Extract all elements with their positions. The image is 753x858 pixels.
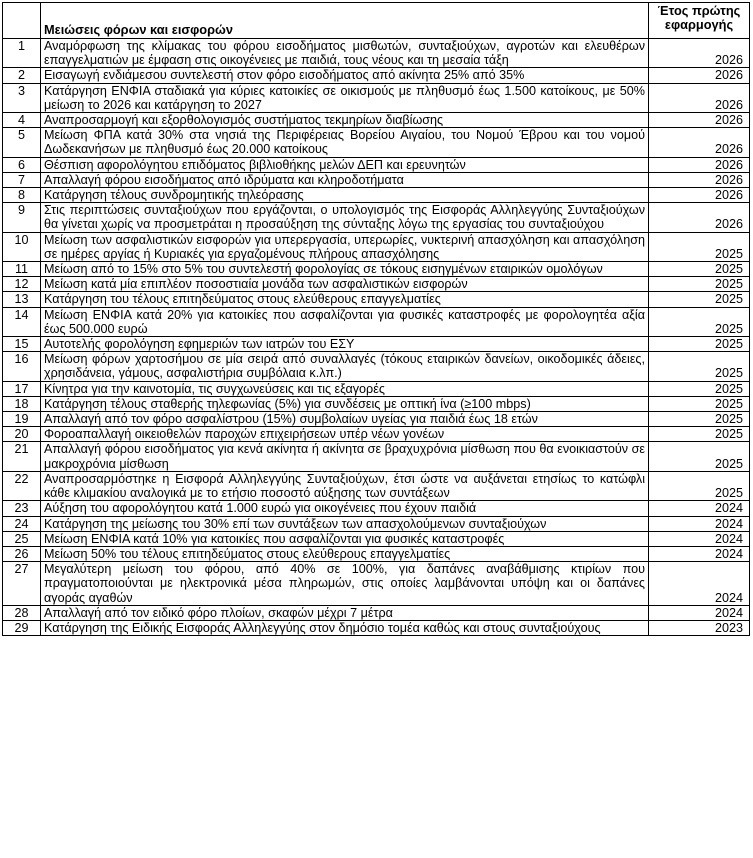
row-year-cell: 2025 — [649, 442, 750, 471]
row-year-cell: 2024 — [649, 546, 750, 561]
table-body — [3, 39, 750, 636]
row-number-cell: 3 — [3, 83, 41, 112]
row-year-cell: 2026 — [649, 68, 750, 83]
row-description-cell: Κατάργηση ΕΝΦΙΑ σταδιακά για κύριες κατοικίες σε οικισμούς με πληθυσμό έως 1.500 κατοίκους, με 50% μείωση το 2026 και κατάργηση το 2027 — [41, 83, 649, 112]
table-row — [3, 68, 750, 83]
tax-reductions-table — [2, 2, 750, 636]
row-year-cell: 2026 — [649, 83, 750, 112]
row-description-cell: Αυτοτελής φορολόγηση εφημεριών των ιατρών του ΕΣΥ — [41, 337, 649, 352]
row-year-cell: 2026 — [649, 128, 750, 157]
table-row — [3, 157, 750, 172]
row-year-cell: 2025 — [649, 471, 750, 500]
row-year-cell: 2026 — [649, 188, 750, 203]
table-row — [3, 128, 750, 157]
row-description-cell: Κατάργηση της Ειδικής Εισφοράς Αλληλεγγύης στον δημόσιο τομέα καθώς και στους συνταξιούχους — [41, 620, 649, 635]
table-row — [3, 516, 750, 531]
table-row — [3, 381, 750, 396]
row-year-cell: 2024 — [649, 501, 750, 516]
row-description-cell: Αύξηση του αφορολόγητου κατά 1.000 ευρώ για οικογένειες που έχουν παιδιά — [41, 501, 649, 516]
row-number-cell: 28 — [3, 605, 41, 620]
row-number-cell: 8 — [3, 188, 41, 203]
row-number-cell: 15 — [3, 337, 41, 352]
table-row — [3, 172, 750, 187]
row-year-cell: 2026 — [649, 113, 750, 128]
row-description-cell: Αναμόρφωση της κλίμακας του φόρου εισοδήματος μισθωτών, συνταξιούχων, αγροτών και ελευθέρων επαγγελματιών με έμφαση στις οικογένειες με παιδιά, τους νέους και τη μεσαία τάξη — [41, 39, 649, 68]
row-number-cell: 23 — [3, 501, 41, 516]
table-row — [3, 471, 750, 500]
table-row — [3, 442, 750, 471]
row-description-cell: Απαλλαγή φόρου εισοδήματος από ιδρύματα και κληροδοτήματα — [41, 172, 649, 187]
row-number-cell: 26 — [3, 546, 41, 561]
row-number-cell: 10 — [3, 232, 41, 261]
row-description-cell: Απαλλαγή από τον φόρο ασφαλίστρου (15%) συμβολαίων υγείας για παιδιά έως 18 ετών — [41, 412, 649, 427]
row-year-cell: 2025 — [649, 232, 750, 261]
row-year-cell: 2025 — [649, 396, 750, 411]
row-description-cell: Κατάργηση της μείωσης του 30% επί των συντάξεων των απασχολούμενων συνταξιούχων — [41, 516, 649, 531]
table-row — [3, 620, 750, 635]
row-year-cell: 2025 — [649, 277, 750, 292]
row-number-cell: 14 — [3, 307, 41, 336]
row-year-cell: 2025 — [649, 427, 750, 442]
row-year-cell: 2024 — [649, 516, 750, 531]
row-year-cell: 2026 — [649, 172, 750, 187]
table-row — [3, 292, 750, 307]
table-row — [3, 412, 750, 427]
row-description-cell: Θέσπιση αφορολόγητου επιδόματος βιβλιοθήκης μελών ΔΕΠ και ερευνητών — [41, 157, 649, 172]
row-description-cell: Μείωση κατά μία επιπλέον ποσοστιαία μονάδα των ασφαλιστικών εισφορών — [41, 277, 649, 292]
row-description-cell: Απαλλαγή από τον ειδικό φόρο πλοίων, σκαφών μέχρι 7 μέτρα — [41, 605, 649, 620]
table-row — [3, 203, 750, 232]
row-number-cell: 12 — [3, 277, 41, 292]
row-number-cell: 19 — [3, 412, 41, 427]
row-number-cell: 4 — [3, 113, 41, 128]
row-description-cell: Αναπροσαρμογή και εξορθολογισμός συστήματος τεκμηρίων διαβίωσης — [41, 113, 649, 128]
header-number-cell — [3, 3, 41, 39]
row-year-cell: 2025 — [649, 337, 750, 352]
row-description-cell: Αναπροσαρμόστηκε η Εισφορά Αλληλεγγύης Συνταξιούχων, έτσι ώστε να αυξάνεται ετησίως το κατώφλι κάθε κλιμακίου αναλογικά με το ετήσιο ποσοστό αύξησης των συντάξεων — [41, 471, 649, 500]
row-number-cell: 24 — [3, 516, 41, 531]
table-row — [3, 232, 750, 261]
row-number-cell: 25 — [3, 531, 41, 546]
row-description-cell: Απαλλαγή φόρου εισοδήματος για κενά ακίνητα ή ακίνητα σε βραχυχρόνια μίσθωση που θα ενοικιαστούν σε μακροχρόνια μίσθωση — [41, 442, 649, 471]
table-row — [3, 605, 750, 620]
table-row — [3, 188, 750, 203]
row-year-cell: 2024 — [649, 562, 750, 606]
row-description-cell: Μείωση 50% του τέλους επιτηδεύματος στους ελεύθερους επαγγελματίες — [41, 546, 649, 561]
row-year-cell: 2024 — [649, 605, 750, 620]
table-row — [3, 277, 750, 292]
row-year-cell: 2026 — [649, 39, 750, 68]
table-row — [3, 501, 750, 516]
table-header-row — [3, 3, 750, 39]
row-year-cell: 2025 — [649, 412, 750, 427]
row-number-cell: 21 — [3, 442, 41, 471]
table-row — [3, 262, 750, 277]
row-description-cell: Κατάργηση του τέλους επιτηδεύματος στους ελεύθερους επαγγελματίες — [41, 292, 649, 307]
table-row — [3, 546, 750, 561]
row-description-cell: Μείωση των ασφαλιστικών εισφορών για υπερεργασία, υπερωρίες, νυκτερινή απασχόληση και απασχόληση σε ημέρες αργίας ή Κυριακές για εργαζομένους πλήρους απασχόλησης — [41, 232, 649, 261]
row-number-cell: 5 — [3, 128, 41, 157]
header-year-line1: Έτος πρώτης — [657, 3, 741, 18]
row-number-cell: 11 — [3, 262, 41, 277]
header-year-cell — [649, 3, 750, 39]
table-row — [3, 427, 750, 442]
row-description-cell: Κατάργηση τέλους συνδρομητικής τηλεόρασης — [41, 188, 649, 203]
row-year-cell: 2025 — [649, 292, 750, 307]
row-description-cell: Μείωση από το 15% στο 5% του συντελεστή φορολογίας σε τόκους εισηγμένων εταιρικών ομολόγων — [41, 262, 649, 277]
row-number-cell: 16 — [3, 352, 41, 381]
header-title-cell: Μειώσεις φόρων και εισφορών — [41, 3, 649, 39]
row-number-cell: 29 — [3, 620, 41, 635]
row-year-cell: 2025 — [649, 307, 750, 336]
row-year-cell: 2026 — [649, 203, 750, 232]
row-number-cell: 2 — [3, 68, 41, 83]
row-description-cell: Μεγαλύτερη μείωση του φόρου, από 40% σε 100%, για δαπάνες αναβάθμισης κτιρίων που πραγματοποιούνται με ηλεκτρονικά μέσα πληρωμών, στις οποίες λαμβάνονται υπόψη και οι δαπάνες αγοράς αγαθών — [41, 562, 649, 606]
table-row — [3, 113, 750, 128]
row-description-cell: Μείωση ΕΝΦΙΑ κατά 10% για κατοικίες που ασφαλίζονται για φυσικές καταστροφές — [41, 531, 649, 546]
row-number-cell: 18 — [3, 396, 41, 411]
row-description-cell: Μείωση ΦΠΑ κατά 30% στα νησιά της Περιφέρειας Βορείου Αιγαίου, του Νομού Έβρου και του νομού Δωδεκανήσων με πληθυσμό έως 20.000 κατοίκους — [41, 128, 649, 157]
table-row — [3, 396, 750, 411]
row-number-cell: 27 — [3, 562, 41, 606]
row-number-cell: 20 — [3, 427, 41, 442]
row-number-cell: 7 — [3, 172, 41, 187]
table-row — [3, 352, 750, 381]
table-row — [3, 39, 750, 68]
row-description-cell: Εισαγωγή ενδιάμεσου συντελεστή στον φόρο εισοδήματος από ακίνητα 25% από 35% — [41, 68, 649, 83]
row-number-cell: 1 — [3, 39, 41, 68]
row-description-cell: Στις περιπτώσεις συνταξιούχων που εργάζονται, ο υπολογισμός της Εισφοράς Αλληλεγγύης Συνταξιούχων θα γίνεται χωρίς να προσμετράται η προσαύξηση της σύνταξης λόγω της εργασίας του συνταξιούχου — [41, 203, 649, 232]
row-year-cell: 2026 — [649, 157, 750, 172]
row-number-cell: 9 — [3, 203, 41, 232]
row-year-cell: 2025 — [649, 352, 750, 381]
table-row — [3, 337, 750, 352]
row-number-cell: 22 — [3, 471, 41, 500]
row-year-cell: 2025 — [649, 381, 750, 396]
table-row — [3, 562, 750, 606]
row-year-cell: 2024 — [649, 531, 750, 546]
row-description-cell: Φοροαπαλλαγή οικειοθελών παροχών επιχειρήσεων υπέρ νέων γονέων — [41, 427, 649, 442]
row-description-cell: Μείωση φόρων χαρτοσήμου σε μία σειρά από συναλλαγές (τόκους εταιρικών δανείων, οικοδομικές άδειες, χρησιδάνεια, γάμους, ασφαλιστήρια συμβόλαια κ.λπ.) — [41, 352, 649, 381]
table-row — [3, 531, 750, 546]
row-number-cell: 6 — [3, 157, 41, 172]
row-description-cell: Κίνητρα για την καινοτομία, τις συγχωνεύσεις και τις εξαγορές — [41, 381, 649, 396]
row-description-cell: Μείωση ΕΝΦΙΑ κατά 20% για κατοικίες που ασφαλίζονται για φυσικές καταστροφές με φορολογητέα αξία έως 500.000 ευρώ — [41, 307, 649, 336]
header-year-line2: εφαρμογής — [664, 17, 734, 32]
row-description-cell: Κατάργηση τέλους σταθερής τηλεφωνίας (5%) για συνδέσεις με οπτική ίνα (≥100 mbps) — [41, 396, 649, 411]
row-year-cell: 2023 — [649, 620, 750, 635]
table-row — [3, 307, 750, 336]
table-row — [3, 83, 750, 112]
row-number-cell: 17 — [3, 381, 41, 396]
row-number-cell: 13 — [3, 292, 41, 307]
row-year-cell: 2025 — [649, 262, 750, 277]
